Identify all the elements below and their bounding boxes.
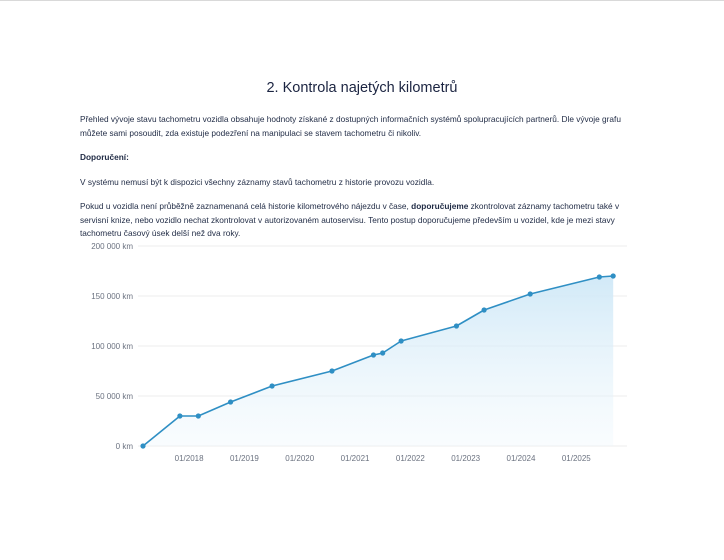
advice-text-end: zkontrolovat záznamy tachometru také v servisní knize, nebo vozidlo nechat zkontrolovat v autorizovaném autoservisu. Tento postup doporučujeme především u vozidel, kde je mezi stavy tachometru časový úsek delší než dva roky.: [80, 201, 620, 238]
mileage-point: [454, 323, 459, 328]
mileage-point: [399, 338, 404, 343]
mileage-point: [597, 274, 602, 279]
x-tick-label: 01/2023: [451, 454, 481, 463]
y-tick-label: 100 000 km: [91, 342, 133, 351]
mileage-point: [528, 291, 533, 296]
records-note: V systému nemusí být k dispozici všechny záznamy stavů tachometru z historie provozu vozidla.: [80, 176, 435, 187]
mileage-point: [371, 352, 376, 357]
x-tick-label: 01/2021: [340, 454, 370, 463]
section-title: 2. Kontrola najetých kilometrů: [266, 80, 458, 96]
mileage-point: [196, 413, 201, 418]
mileage-chart: [0, 236, 724, 476]
mileage-point: [380, 350, 385, 355]
mileage-point: [611, 273, 616, 278]
y-tick-label: 50 000 km: [95, 392, 133, 401]
mileage-point: [228, 399, 233, 404]
x-tick-label: 01/2020: [285, 454, 315, 463]
x-tick-label: 01/2022: [395, 454, 425, 463]
x-tick-label: 01/2025: [561, 454, 591, 463]
x-tick-label: 01/2018: [174, 454, 204, 463]
mileage-point: [482, 307, 487, 312]
x-tick-label: 01/2019: [229, 454, 259, 463]
advice-paragraph: [80, 200, 640, 241]
section-content: [80, 113, 640, 252]
mileage-area: [143, 276, 613, 446]
mileage-point: [269, 383, 274, 388]
advice-emphasis: doporučujeme: [411, 201, 469, 211]
advice-text-start: Pokud u vozidla není průběžně zaznamenaná celá historie kilometrového nájezdu v čase,: [80, 201, 412, 211]
y-tick-label: 150 000 km: [91, 292, 133, 301]
intro-paragraph: Přehled vývoje stavu tachometru vozidla obsahuje hodnoty získané z dostupných informačních systémů spolupracujících partnerů. Dle vývoje grafu můžete sami posoudit, zda existuje podezření na manipulaci se stavem tachometru či nikoliv.: [80, 114, 621, 138]
recommendation-heading: Doporučení:: [80, 152, 129, 162]
mileage-point: [329, 368, 334, 373]
mileage-point: [177, 413, 182, 418]
y-tick-label: 200 000 km: [91, 242, 133, 251]
mileage-point: [140, 443, 145, 448]
y-tick-label: 0 km: [115, 442, 133, 451]
x-tick-label: 01/2024: [506, 454, 536, 463]
top-divider: [0, 0, 724, 1]
